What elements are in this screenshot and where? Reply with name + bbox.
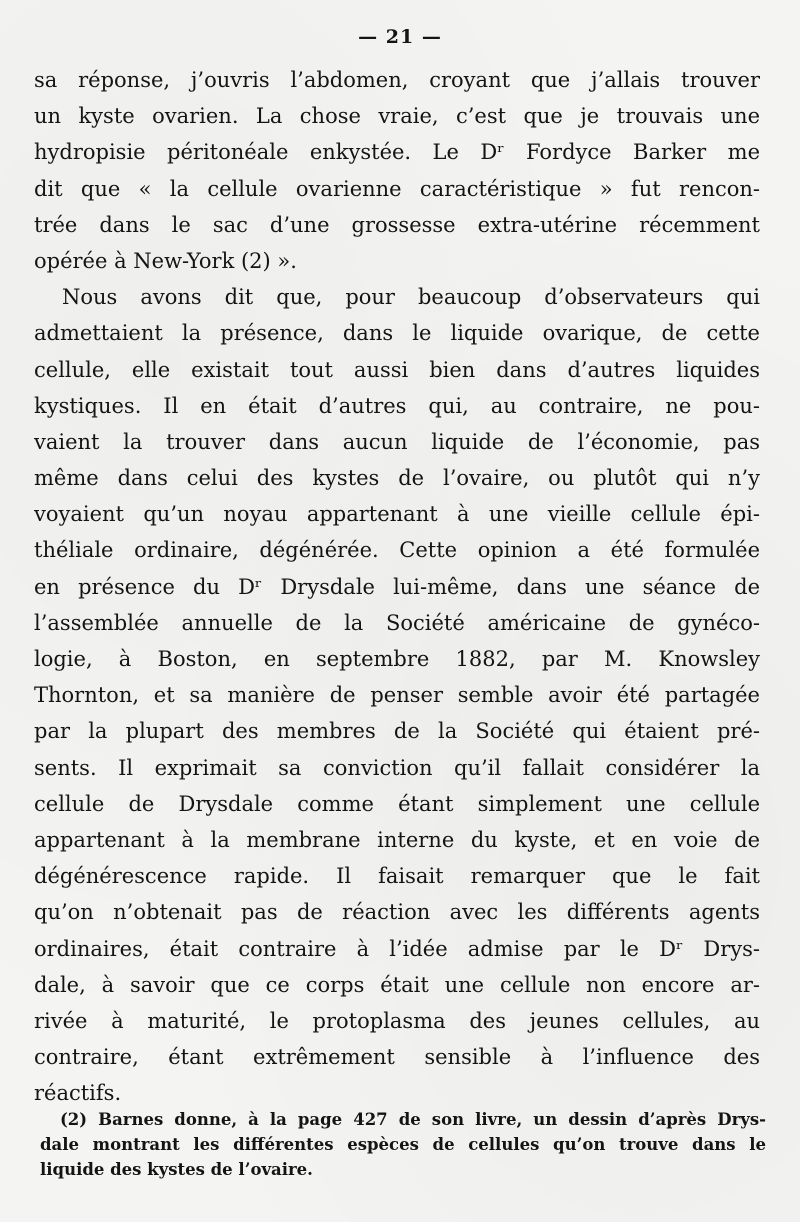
text-line: kystiques. Il en était d’autres qui, au contraire, ne pou-	[34, 393, 760, 418]
text-line: contraire, étant extrêmement sensible à l’influence des	[34, 1045, 760, 1070]
text-line: réactifs.	[34, 1081, 122, 1106]
text-line: hydropisie péritonéale enkystée. Le Dʳ Fordyce Barker me	[34, 140, 760, 165]
text-line: ordinaires, était contraire à l’idée admise par le Dʳ Drys-	[34, 936, 760, 961]
text-line: un kyste ovarien. La chose vraie, c’est que je trouvais une	[34, 104, 760, 129]
text-line: dale, à savoir que ce corps était une cellule non encore ar-	[34, 972, 760, 997]
text-line: opérée à New-York (2) ».	[34, 248, 297, 273]
text-line: trée dans le sac d’une grossesse extra-utérine récemment	[34, 212, 760, 237]
text-line: dit que « la cellule ovarienne caractéristique » fut rencon-	[34, 176, 760, 201]
text-line: sa réponse, j’ouvris l’abdomen, croyant que j’allais trouver	[34, 68, 760, 92]
text-line: en présence du Dʳ Drysdale lui-même, dans une séance de	[34, 574, 760, 599]
paragraph-start-line: Nous avons dit que, pour beaucoup d’observateurs qui	[62, 285, 760, 310]
text-line: Thornton, et sa manière de penser semble avoir été partagée	[34, 683, 760, 708]
text-line: l’assemblée annuelle de la Société américaine de gynéco-	[34, 610, 760, 635]
text-line: admettaient la présence, dans le liquide ovarique, de cette	[34, 321, 760, 346]
text-line: vaient la trouver dans aucun liquide de l’économie, pas	[34, 429, 760, 454]
text-line: qu’on n’obtenait pas de réaction avec les différents agents	[34, 900, 760, 925]
text-line: dégénérescence rapide. Il faisait remarquer que le fait	[34, 864, 760, 889]
text-line: rivée à maturité, le protoplasma des jeunes cellules, au	[34, 1008, 760, 1033]
footnote-line: (2) Barnes donne, à la page 427 de son livre, un dessin d’après Drys-	[60, 1110, 766, 1129]
text-line: cellule, elle existait tout aussi bien dans d’autres liquides	[34, 357, 760, 382]
text-line: logie, à Boston, en septembre 1882, par M. Knowsley	[34, 647, 760, 671]
text-line: cellule de Drysdale comme étant simplement une cellule	[34, 791, 760, 816]
text-line: sents. Il exprimait sa conviction qu’il fallait considérer la	[34, 755, 760, 780]
footnote-line: liquide des kystes de l’ovaire.	[40, 1160, 313, 1179]
text-line: voyaient qu’un noyau appartenant à une vieille cellule épi-	[34, 502, 760, 527]
text-line: même dans celui des kystes de l’ovaire, ou plutôt qui n’y	[34, 466, 760, 491]
footnote-line: dale montrant les différentes espèces de cellules qu’on trouve dans le	[40, 1135, 766, 1154]
text-line: par la plupart des membres de la Société qui étaient pré-	[34, 719, 760, 744]
text-line: théliale ordinaire, dégénérée. Cette opinion a été formulée	[34, 538, 760, 563]
page-number: — 21 —	[358, 26, 442, 48]
footnote	[40, 1107, 766, 1182]
body-text	[34, 62, 760, 1111]
text-line: appartenant à la membrane interne du kyste, et en voie de	[34, 827, 760, 852]
